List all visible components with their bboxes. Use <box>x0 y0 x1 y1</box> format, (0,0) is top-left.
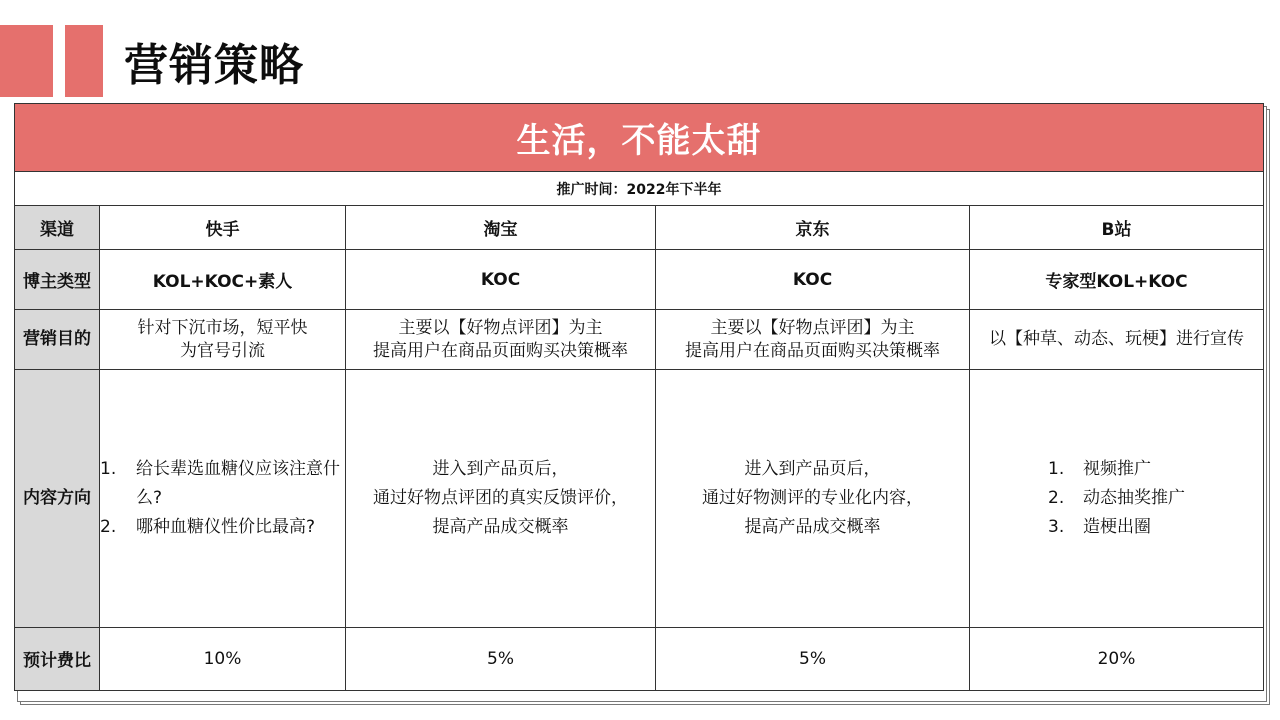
list-item <box>1048 484 1185 513</box>
row-header-goal: 营销目的 <box>15 310 100 370</box>
promo-time: 推广时间：2022年下半年 <box>15 172 1264 206</box>
table-row <box>15 250 1264 310</box>
row-header-blogger-type: 博主类型 <box>15 250 100 310</box>
table-row <box>15 310 1264 370</box>
blogger-type-cell: KOL+KOC+素人 <box>100 250 346 310</box>
channel-cell: 京东 <box>656 206 970 250</box>
channel-cell: B站 <box>970 206 1264 250</box>
cost-cell: 20% <box>970 627 1264 690</box>
list-number: 3. <box>1048 517 1065 538</box>
row-header-content: 内容方向 <box>15 370 100 627</box>
title-decoration-block <box>0 25 53 97</box>
list-item <box>100 455 341 513</box>
list-item <box>1048 513 1185 542</box>
blogger-type-cell: 专家型KOL+KOC <box>970 250 1264 310</box>
content-list <box>1048 455 1185 542</box>
content-cell <box>100 370 346 627</box>
content-cell: 进入到产品页后， 通过好物点评团的真实反馈评价， 提高产品成交概率 <box>346 370 656 627</box>
table-row <box>15 206 1264 250</box>
table-row <box>15 627 1264 690</box>
page-title: 营销策略 <box>124 40 304 91</box>
goal-cell: 主要以【好物点评团】为主 提高用户在商品页面购买决策概率 <box>656 310 970 370</box>
channel-cell: 淘宝 <box>346 206 656 250</box>
content-list <box>100 455 341 542</box>
row-header-cost: 预计费比 <box>15 627 100 690</box>
cost-cell: 5% <box>656 627 970 690</box>
table-banner: 生活，不能太甜 <box>15 104 1264 172</box>
list-text: 视频推广 <box>1083 459 1151 480</box>
list-text: 给长辈选血糖仪应该注意什么? <box>136 459 340 509</box>
blogger-type-cell: KOC <box>346 250 656 310</box>
title-decoration-block <box>65 25 103 97</box>
list-text: 动态抽奖推广 <box>1083 488 1185 509</box>
list-item <box>100 513 341 542</box>
list-number: 2. <box>1048 488 1065 509</box>
content-cell <box>970 370 1264 627</box>
row-header-channel: 渠道 <box>15 206 100 250</box>
list-text: 造梗出圈 <box>1083 517 1151 538</box>
cost-cell: 5% <box>346 627 656 690</box>
table-row <box>15 370 1264 627</box>
blogger-type-cell: KOC <box>656 250 970 310</box>
list-text: 哪种血糖仪性价比最高? <box>136 517 316 538</box>
goal-cell: 主要以【好物点评团】为主 提高用户在商品页面购买决策概率 <box>346 310 656 370</box>
strategy-table <box>14 103 1264 691</box>
channel-cell: 快手 <box>100 206 346 250</box>
goal-cell: 针对下沉市场，短平快 为官号引流 <box>100 310 346 370</box>
list-item <box>1048 455 1185 484</box>
cost-cell: 10% <box>100 627 346 690</box>
goal-cell: 以【种草、动态、玩梗】进行宣传 <box>970 310 1264 370</box>
list-number: 1. <box>100 459 117 480</box>
list-number: 2. <box>100 517 117 538</box>
content-cell: 进入到产品页后， 通过好物测评的专业化内容， 提高产品成交概率 <box>656 370 970 627</box>
list-number: 1. <box>1048 459 1065 480</box>
